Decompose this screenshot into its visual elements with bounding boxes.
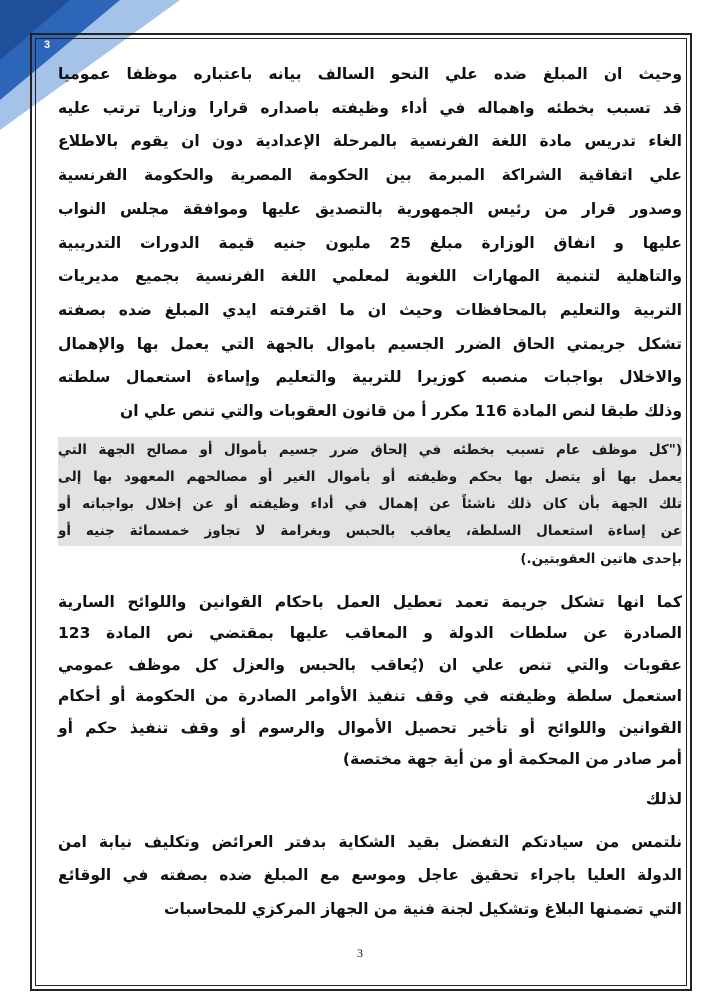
page-number-bottom: 3 xyxy=(357,946,363,960)
text-line: أمر صادر من المحكمة أو من أية جهة مختصة) xyxy=(342,750,682,769)
text-line: عقوبات والتي تنص علي ان (يُعاقب بالحبس والعزل كل موظف عمومي xyxy=(58,655,682,674)
text-line: والاخلال بواجبات منصبه كوزيرا للتربية والتعليم وإساءة استعمال سلطته xyxy=(58,368,682,387)
page-number-top: 3 xyxy=(44,39,51,51)
quote-line: تلك الجهة بأن كان ذلك ناشئاً عن إهمال في أداء وظيفته أو عن إخلال بواجباته أو xyxy=(58,491,682,518)
text-line: وحيث ان المبلغ ضده علي النحو السالف بيانه باعتباره موظفا عموميا xyxy=(58,65,682,83)
paragraph-request xyxy=(58,826,682,927)
text-line: الدولة العليا باجراء تحقيق عاجل وموسع مع المبلغ ضده بصفته في الوقائع xyxy=(58,866,682,885)
quote-line: بإحدى هاتين العقوبتين.) xyxy=(520,550,682,567)
text-line: استعمل سلطة وظيفته في وقف تنفيذ الأوامر الصادرة من الحكومة أو أحكام xyxy=(58,687,682,706)
text-line: وذلك طبقا لنص المادة 116 مكرر أ من قانون العقوبات والتي تنص علي ان xyxy=(120,402,682,421)
text-line: تشكل جريمتي الحاق الضرر الجسيم باموال بالجهة التي يعمل بها والإهمال xyxy=(58,334,682,353)
paragraph-article-123 xyxy=(58,587,682,776)
text-line: الغاء تدريس مادة اللغة الفرنسية بالمرحلة الإعدادية دون ان يقوم بالاطلاع xyxy=(58,132,682,151)
heading-therefore: لذلك xyxy=(645,788,682,808)
quote-line: يعمل بها أو يتصل بها بحكم وظيفته أو بأموال الغير أو مصالحهم المعهود بها إلى xyxy=(58,464,682,491)
text-line: التي تضمنها البلاغ وتشكيل لجنة فنية من الجهاز المركزي للمحاسبات xyxy=(163,900,682,919)
text-line: التربية والتعليم بالمحافظات وحيث ان ما اقترفته ايدي المبلغ ضده بصفته xyxy=(58,300,682,319)
law-quote-article-116 xyxy=(58,437,682,573)
text-line: قد تسبب بخطئه واهماله في أداء وظيفته باصداره قرارا وزاريا ترتب عليه xyxy=(58,98,682,117)
text-line: القوانين واللوائح أو تأخير تحصيل الأموال والرسوم أو وقف تنفيذ حكم أو xyxy=(58,718,682,737)
document-body xyxy=(58,58,682,927)
text-line: كما انها تشكل جريمة تعمد تعطيل العمل باحكام القوانين واللوائح السارية xyxy=(58,592,682,611)
text-line: نلتمس من سيادتكم التفضل بقيد الشكاية بدفتر العرائض وتكليف نيابة امن xyxy=(58,832,682,851)
text-line: وصدور قرار من رئيس الجمهورية بالتصديق عليها وموافقة مجلس النواب xyxy=(58,199,682,218)
text-line: علي اتفاقية الشراكة المبرمة بين الحكومة المصرية والحكومة الفرنسية xyxy=(58,166,682,185)
text-line: والتاهلية لتنمية المهارات اللغوية لمعلمي اللغة الفرنسية بجميع مديريات xyxy=(58,267,682,286)
paragraph-accusation xyxy=(58,58,682,429)
text-line: الصادرة عن سلطات الدولة و المعاقب عليها بمقتضي نص المادة 123 xyxy=(58,624,682,643)
quote-line: عن إساءة استعمال السلطة، يعاقب بالحبس وبغرامة لا تجاوز خمسمائة جنيه أو xyxy=(58,518,682,545)
text-line: عليها و انفاق الوزارة مبلغ 25 مليون جنيه قيمة الدورات التدريبية xyxy=(58,233,682,252)
quote-line: ("كل موظف عام تسبب بخطئه في إلحاق ضرر جسيم بأموال أو مصالح الجهة التي xyxy=(58,437,682,464)
